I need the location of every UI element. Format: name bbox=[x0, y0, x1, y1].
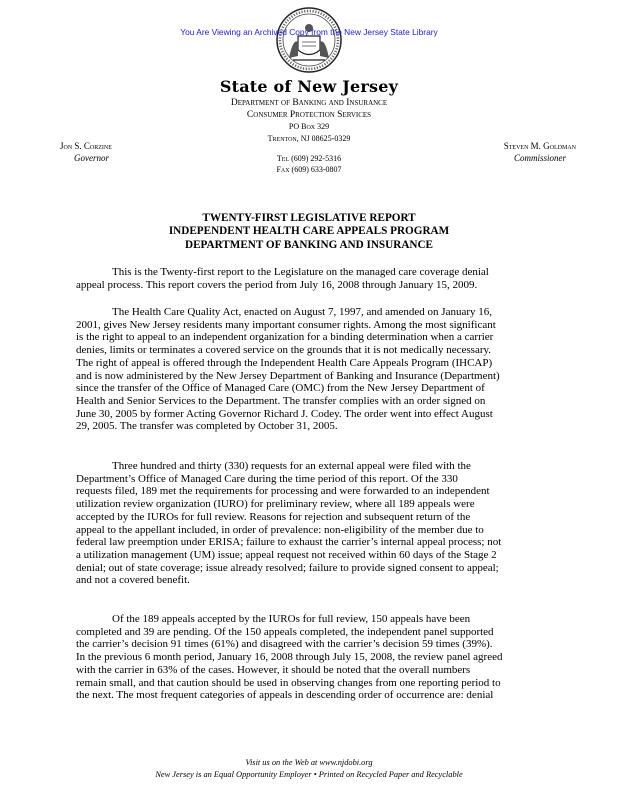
city-zip: Trenton, NJ 08625-0329 bbox=[267, 133, 351, 143]
text-line: the next. The most frequent categories of appeals in descending order of occurrence are: denial bbox=[76, 689, 494, 702]
great-seal-of-new-jersey-icon bbox=[275, 6, 343, 74]
paragraph-2 bbox=[76, 306, 566, 433]
text-line: The right of appeal is offered through the Independent Health Care Appeals Program (IHCAP) bbox=[76, 356, 493, 369]
report-title-line-2: INDEPENDENT HEALTH CARE APPEALS PROGRAM bbox=[168, 225, 450, 238]
department-name: Department of Banking and Insurance bbox=[230, 98, 388, 108]
text-line: In the previous 6 month period, January 16, 2008 through July 15, 2008, the review panel agreed bbox=[76, 651, 503, 664]
text-line: denial; out of state coverage; issue already resolved; failure to provide signed consent to appeal; bbox=[76, 561, 499, 574]
division-name: Consumer Protection Services bbox=[246, 109, 372, 120]
commissioner-title: Commissioner bbox=[513, 152, 566, 163]
text-line: with the carrier in 63% of the cases. However, it should be noted that the overall numbers bbox=[76, 663, 471, 676]
paragraph-4 bbox=[76, 613, 566, 702]
fax: Fax (609) 633-0807 bbox=[276, 165, 342, 174]
text-line: This is the Twenty-first report to the Legislature on the managed care coverage denial bbox=[112, 266, 489, 278]
text-line: denies, limits or terminates a covered service on the grounds that it is not medically necessary. bbox=[76, 344, 492, 357]
text-line: accepted by the IUROs for full review. Reasons for rejection and subsequent return of the bbox=[76, 510, 471, 523]
text-line: and not a covered benefit. bbox=[76, 574, 190, 587]
text-line: and is now administered by the New Jersey Department of Banking and Insurance (Department) bbox=[76, 369, 500, 382]
text-line: June 30, 2005 by former Acting Governor Richard J. Codey. The order went into effect August bbox=[76, 407, 493, 420]
text-line: Three hundred and thirty (330) requests for an external appeal were filed with the bbox=[112, 460, 471, 472]
text-line: Health and Senior Services to the Department. The transfer complies with an order signed on bbox=[76, 394, 486, 407]
report-title-block bbox=[0, 212, 618, 252]
text-line: Department’s Office of Managed Care during the time period of this report. Of the 330 bbox=[76, 472, 458, 485]
text-line: The Health Care Quality Act, enacted on August 7, 1997, and amended on January 16, bbox=[112, 306, 493, 318]
footer-employer-note: New Jersey is an Equal Opportunity Employer • Printed on Recycled Paper and Recyclable bbox=[155, 769, 463, 779]
text-line: completed and 39 are pending. Of the 150 appeals completed, the independent panel supported bbox=[76, 625, 494, 638]
text-line: 29, 2005. The transfer was completed by October 31, 2005. bbox=[76, 420, 338, 433]
text-line: appeal process. This report covers the period from July 16, 2008 through January 15, 2009. bbox=[76, 278, 478, 291]
text-line: utilization review organization (IURO) for preliminary review, where all 189 appeals were bbox=[76, 498, 475, 511]
paragraph-3 bbox=[76, 460, 566, 587]
text-line: Of the 189 appeals accepted by the IUROs for full review, 150 appeals have been bbox=[112, 613, 471, 625]
text-line: since the transfer of the Office of Managed Care (OMC) from the New Jersey Department of bbox=[76, 382, 485, 395]
contact-block bbox=[0, 153, 618, 175]
text-line: is the right to appeal to an independent organization for a binding determination when a carrier bbox=[76, 331, 494, 344]
footer-website: Visit us on the Web at www.njdobi.org bbox=[245, 758, 373, 767]
state-name-heading: State of New Jersey bbox=[219, 77, 399, 96]
page-footer bbox=[0, 757, 618, 780]
report-title-line-1: TWENTY-FIRST LEGISLATIVE REPORT bbox=[202, 212, 416, 224]
commissioner-name: Steven M. Goldman bbox=[503, 141, 576, 151]
text-line: appeal to the appellant included, in order of prevalence: non-eligibility of the member due to bbox=[76, 523, 484, 536]
department-block bbox=[0, 98, 618, 144]
telephone: Tel (609) 292-5316 bbox=[276, 154, 342, 163]
report-title-line-3: DEPARTMENT OF BANKING AND INSURANCE bbox=[184, 238, 434, 251]
text-line: 2001, gives New Jersey residents many important consumer rights. Among the most significant bbox=[76, 318, 496, 331]
text-line: requests filed, 189 met the requirements for processing and were forwarded to an independent bbox=[76, 485, 490, 498]
paragraph-1 bbox=[76, 266, 566, 291]
text-line: the carrier’s decision 91 times (61%) and disagreed with the carrier’s decision 59 times (39%). bbox=[76, 638, 493, 651]
text-line: a utilization management (UM) issue; appeal request not received within 60 days of the Stage 2 bbox=[76, 548, 497, 561]
governor-title: Governor bbox=[74, 152, 109, 163]
text-line: remain small, and that caution should be used in observing changes from one reporting period to bbox=[76, 676, 501, 689]
po-box: PO Box 329 bbox=[288, 122, 330, 131]
archive-banner: You Are Viewing an Archived Copy from the New Jersey State Library bbox=[180, 27, 438, 37]
governor-name: Jon S. Corzine bbox=[60, 141, 112, 151]
text-line: federal law preemption under ERISA; failure to exhaust the carrier’s internal appeal process; not bbox=[76, 536, 502, 549]
